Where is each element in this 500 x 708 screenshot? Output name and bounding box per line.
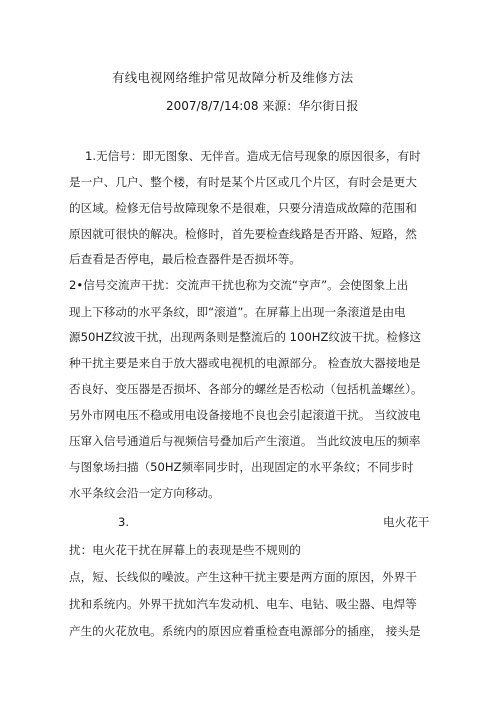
body-line: 点，短、长线似的噪波。产生这种干扰主要是两方面的原因，外界干: [69, 570, 417, 584]
document-date-source: 2007/8/7/14:08 来源：华尔街日报: [166, 99, 359, 113]
body-line: 水平条纹会沿一定方向移动。: [69, 486, 220, 500]
body-line: 压窜入信号通道后与视频信号叠加后产生滚道。 当此纹波电压的频率: [69, 434, 421, 448]
body-line: 与图象场扫描（50HZ频率同步时，出现固定的水平条纹；不同步时: [69, 460, 414, 474]
section-heading: 电火花干: [383, 515, 430, 529]
section-number: 3.: [118, 515, 130, 529]
body-line: 扰和系统内。外界干扰如汽车发动机、电车、电钻、吸尘器、电焊等: [69, 597, 417, 611]
body-line: 现上下移动的水平条纹，即“滚道”。在屏幕上出现一条滚道是由电: [69, 305, 406, 319]
body-line: 种干扰主要是来自于放大器或电视机的电源部分。 检查放大器接地是: [69, 356, 421, 370]
body-line: 产生的火花放电。系统内的原因应着重检查电源部分的插座， 接头是: [69, 624, 421, 638]
document-title: 有线电视网络维护常见故障分析及维修方法: [112, 70, 354, 85]
body-line: 后查看是否停电，最后检查器件是否损坏等。: [69, 252, 301, 266]
body-line: 1.无信号：即无图象、无伴音。造成无信号现象的原因很多，有时: [85, 149, 421, 163]
body-line: 扰：电火花干扰在屏幕上的表现是些不规则的: [69, 543, 301, 557]
body-line: 另外市网电压不稳或用电设备接地不良也会引起滚道干扰。 当纹波电: [69, 408, 421, 422]
body-line: 原因就可很快的解决。检修时，首先要检查线路是否开路、短路，然: [69, 227, 417, 241]
body-line: 的区域。检修无信号故障现象不是很难，只要分清造成故障的范围和: [69, 201, 417, 215]
body-line: 否良好、变压器是否损坏、各部分的螺丝是否松动（包括机盖螺丝）。: [69, 382, 423, 396]
body-line: 是一户、几户、整个楼，有时是某个片区或几个片区，有时会是更大: [69, 175, 417, 189]
body-line: 源50HZ纹波干扰，出现两条则是整流后的 100HZ纹波干扰。检修这: [69, 330, 422, 344]
body-line: 2•信号交流声干扰：交流声干扰也称为交流“亨声”。会使图象上出: [69, 278, 409, 292]
